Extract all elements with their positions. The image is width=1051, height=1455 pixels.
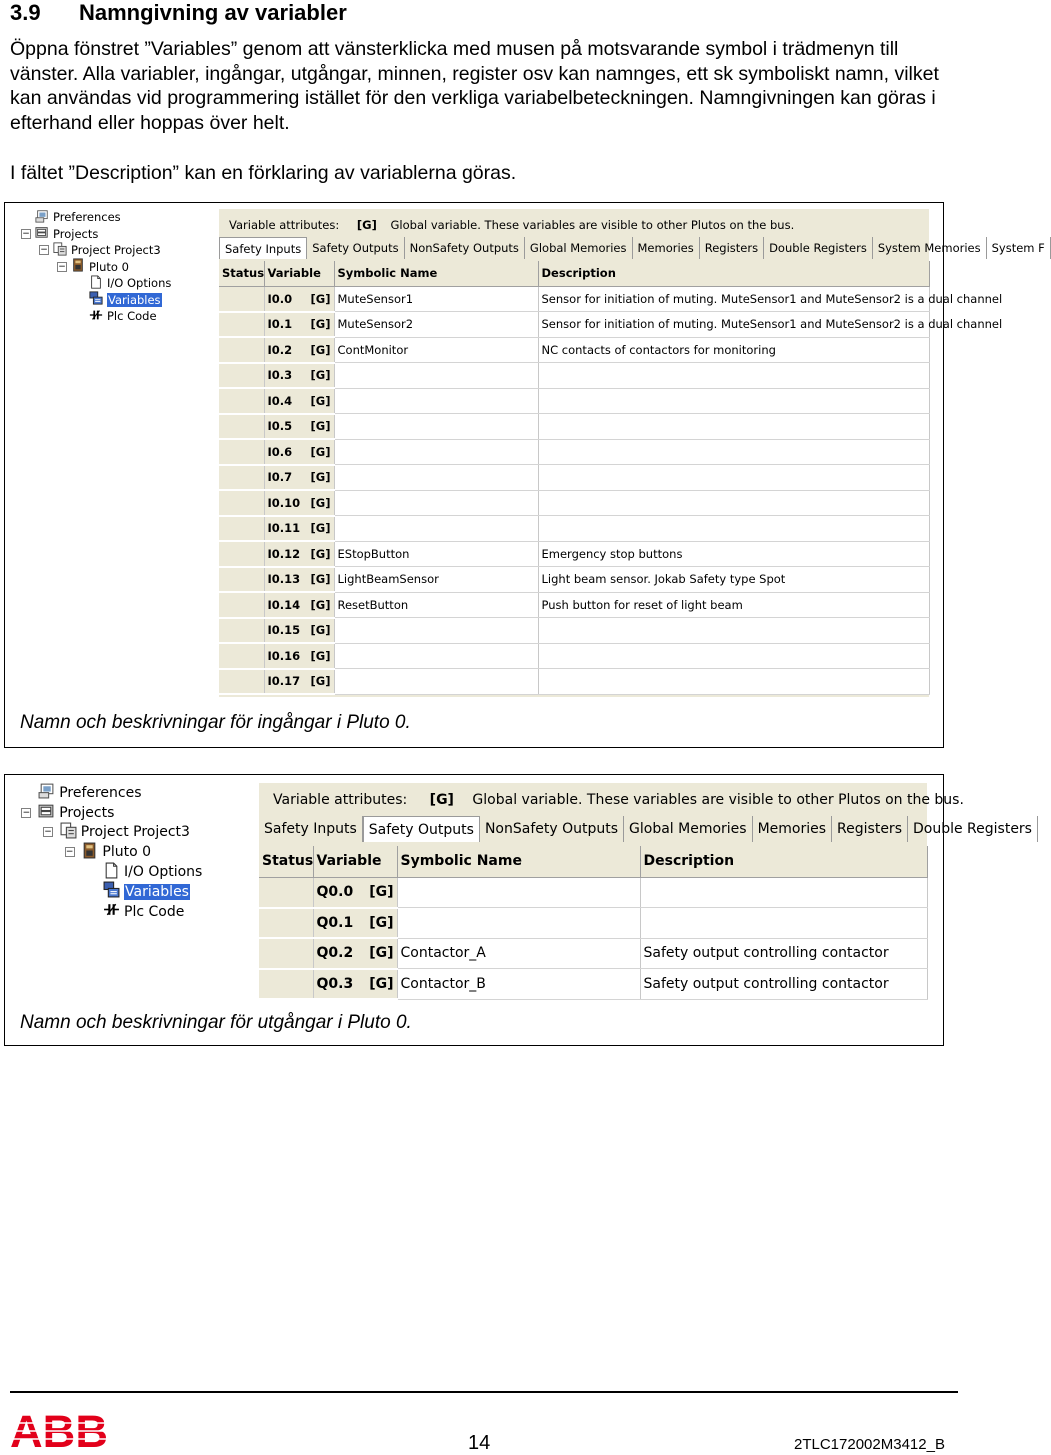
variable-attribute: [G] (310, 623, 331, 638)
footer-rule (10, 1391, 958, 1393)
variable-cell (264, 337, 334, 363)
status-cell (219, 541, 264, 567)
variable-attribute: [G] (310, 546, 331, 561)
status-cell (219, 567, 264, 593)
tree-item-i-o-options[interactable] (103, 862, 202, 882)
variable-cell (264, 388, 334, 414)
table-row[interactable] (219, 567, 929, 593)
variables-panel (219, 209, 1045, 697)
tree-item-label: Plc Code (107, 309, 157, 324)
symbolic-name-cell[interactable] (397, 908, 640, 939)
description-cell[interactable] (538, 465, 929, 491)
symbolic-name-cell[interactable] (334, 490, 538, 516)
description-cell[interactable] (538, 439, 929, 465)
status-cell (219, 312, 264, 338)
symbolic-name-cell[interactable]: Contactor_A (397, 938, 640, 969)
tab-system-f[interactable]: System F (987, 237, 1051, 259)
variable-attribute: [G] (310, 317, 331, 332)
variable-attribute: [G] (310, 342, 331, 357)
variable-id: I0.5 (267, 419, 293, 434)
status-cell (219, 465, 264, 491)
attributes-text: Global variable. These variables are visible to other Plutos on the bus. (390, 218, 795, 232)
document-id: 2TLC172002M3412_B (794, 1436, 945, 1453)
description-paragraph: I fältet ”Description” kan en förklaring av variablerna göras. (10, 162, 517, 184)
variables-table (219, 261, 1003, 695)
tab-system-memories[interactable]: System Memories (873, 237, 987, 259)
symbolic-name-cell[interactable] (334, 618, 538, 644)
variable-id: Q0.2 (316, 945, 354, 962)
variable-id: Q0.0 (316, 884, 354, 900)
variable-cell (264, 541, 334, 567)
table-row[interactable] (259, 908, 927, 939)
tab-double-registers[interactable]: Double Registers (908, 816, 1038, 842)
variable-id: Q0.3 (316, 975, 354, 992)
table-row[interactable] (219, 669, 929, 695)
description-cell[interactable]: NC contacts of contactors for monitoring (538, 337, 929, 363)
table-row[interactable] (259, 877, 927, 908)
status-cell (219, 388, 264, 414)
description-cell[interactable] (538, 618, 929, 644)
tab-nonsafety-outputs[interactable]: NonSafety Outputs (405, 237, 525, 259)
tree-item-label: Project Project3 (71, 243, 161, 258)
symbolic-name-cell[interactable]: MuteSensor2 (334, 312, 538, 338)
symbolic-name-cell[interactable] (334, 465, 538, 491)
variable-attribute: [G] (310, 291, 331, 306)
variable-id: I0.6 (267, 444, 293, 459)
section-number: 3.9 (10, 0, 41, 25)
table-row[interactable] (219, 516, 929, 542)
variable-attribute: [G] (310, 368, 331, 383)
tab-safety-inputs[interactable]: Safety Inputs (259, 816, 363, 842)
description-cell[interactable]: Emergency stop buttons (538, 541, 929, 567)
table-row[interactable] (219, 490, 929, 516)
table-row[interactable] (219, 618, 929, 644)
tree-item-projects[interactable] (22, 803, 115, 823)
tree-item-variables[interactable] (89, 292, 162, 309)
io-icon (103, 862, 120, 883)
description-cell[interactable] (538, 363, 929, 389)
symbolic-name-cell[interactable]: EStopButton (334, 541, 538, 567)
symbolic-name-cell[interactable] (334, 643, 538, 669)
table-row[interactable] (219, 286, 929, 312)
table-row[interactable] (219, 439, 929, 465)
symbolic-name-cell[interactable] (334, 388, 538, 414)
variable-attribute: [G] (369, 975, 394, 992)
variable-attribute: [G] (369, 914, 394, 931)
variable-id: I0.3 (267, 368, 293, 383)
variable-attribute: [G] (310, 444, 331, 459)
variable-cell (264, 516, 334, 542)
variable-id: I0.14 (267, 597, 301, 612)
symbolic-name-cell[interactable] (334, 414, 538, 440)
status-cell (219, 363, 264, 389)
variable-cell (313, 969, 397, 1000)
attributes-code: [G] (429, 792, 454, 808)
description-cell[interactable]: Light beam sensor. Jokab Safety type Spot (538, 567, 929, 593)
description-cell[interactable] (538, 490, 929, 516)
figure-caption: Namn och beskrivningar för ingångar i Pluto 0. (20, 712, 411, 733)
table-row[interactable] (219, 465, 929, 491)
variable-id: I0.15 (267, 623, 301, 638)
symbolic-name-cell[interactable] (334, 669, 538, 695)
status-cell (219, 490, 264, 516)
description-cell[interactable] (538, 669, 929, 695)
variable-cell (313, 938, 397, 969)
status-cell (259, 938, 313, 969)
description-cell[interactable] (640, 877, 927, 908)
variable-cell (313, 908, 397, 939)
projects-icon (35, 225, 49, 242)
symbolic-name-cell[interactable] (397, 877, 640, 908)
tree-item-label: Pluto 0 (102, 844, 152, 861)
variable-cell (264, 286, 334, 312)
variable-id: I0.11 (267, 521, 301, 536)
status-cell (219, 643, 264, 669)
column-symbolic-name[interactable]: Symbolic Name (334, 261, 538, 286)
variable-attribute: [G] (369, 945, 394, 962)
tree-item-pluto-0[interactable] (65, 842, 152, 862)
tab-safety-outputs[interactable]: Safety Outputs (363, 816, 480, 842)
variable-attribute: [G] (310, 419, 331, 434)
project-icon (60, 822, 77, 843)
collapse-icon[interactable]: − (44, 827, 52, 838)
symbolic-name-cell[interactable]: Contactor_B (397, 969, 640, 1000)
description-cell[interactable]: Sensor for initiation of muting. MuteSensor1 and MuteSensor2 is a dual channel (538, 286, 929, 312)
tab-registers[interactable]: Registers (832, 816, 908, 842)
description-cell[interactable]: Safety output controlling contactor (640, 969, 927, 1000)
variable-id: Q0.1 (316, 914, 354, 931)
symbolic-name-cell[interactable] (334, 439, 538, 465)
status-cell (259, 877, 313, 908)
variables-panel (259, 783, 1032, 999)
status-cell (219, 516, 264, 542)
project-icon (53, 242, 67, 259)
variable-cell (264, 669, 334, 695)
tree-item-pluto-0[interactable] (58, 259, 129, 276)
section-title: Namngivning av variabler (79, 0, 347, 25)
variable-attribute: [G] (310, 470, 331, 485)
tab-global-memories[interactable]: Global Memories (624, 816, 753, 842)
variable-cell (264, 312, 334, 338)
tree-item-i-o-options[interactable] (89, 275, 171, 292)
symbolic-name-cell[interactable]: ContMonitor (334, 337, 538, 363)
variable-cell (264, 465, 334, 491)
symbolic-name-cell[interactable] (334, 363, 538, 389)
tab-registers[interactable]: Registers (700, 237, 764, 259)
tree-item-label: Variables (108, 292, 161, 307)
variable-cell (264, 567, 334, 593)
variable-attributes (273, 792, 964, 808)
symbolic-name-cell[interactable]: LightBeamSensor (334, 567, 538, 593)
tree-item-preferences[interactable] (35, 209, 121, 226)
tab-bar (219, 237, 1051, 259)
variable-attributes (229, 218, 794, 232)
variable-cell (264, 592, 334, 618)
attributes-text: Global variable. These variables are visible to other Plutos on the bus. (472, 792, 964, 808)
tab-safety-outputs[interactable]: Safety Outputs (307, 237, 404, 259)
column-description[interactable]: Description (640, 846, 927, 877)
status-cell (219, 337, 264, 363)
projects-icon (38, 802, 55, 823)
tree-item-label: I/O Options (124, 864, 203, 881)
table-row[interactable] (259, 969, 927, 1000)
table-row[interactable] (259, 938, 927, 969)
tree-item-projects[interactable] (22, 226, 99, 243)
tab-nonsafety-outputs[interactable]: NonSafety Outputs (480, 816, 624, 842)
column-symbolic-name[interactable]: Symbolic Name (397, 846, 640, 877)
tree-item-variables[interactable] (103, 882, 190, 902)
variable-id: I0.16 (267, 648, 301, 663)
variable-attribute: [G] (369, 884, 394, 900)
variable-attribute: [G] (310, 572, 331, 587)
tree-item-label: Variables (125, 883, 189, 900)
preferences-icon (38, 782, 55, 803)
variable-id: I0.17 (267, 674, 301, 689)
status-cell (219, 669, 264, 695)
variable-id: I0.1 (267, 317, 293, 332)
symbolic-name-cell[interactable]: ResetButton (334, 592, 538, 618)
table-row[interactable] (219, 414, 929, 440)
tree-item-project-project3[interactable] (44, 823, 190, 843)
tree-item-plc-code[interactable] (103, 902, 184, 922)
symbolic-name-cell[interactable] (334, 516, 538, 542)
status-cell (219, 618, 264, 644)
tree-item-label: Project Project3 (80, 824, 190, 841)
column-variable[interactable]: Variable (264, 261, 334, 286)
table-row[interactable] (219, 643, 929, 669)
preferences-icon (35, 209, 49, 226)
tree-item-label: Projects (53, 226, 99, 241)
tree-item-label: Pluto 0 (89, 259, 129, 274)
status-cell (219, 439, 264, 465)
tree-item-plc-code[interactable] (89, 308, 157, 325)
variable-cell (264, 643, 334, 669)
variable-attribute: [G] (310, 521, 331, 536)
table-row[interactable] (219, 388, 929, 414)
intro-paragraph: Öppna fönstret ”Variables” genom att vänsterklicka med musen på motsvarande symbol i trädmenyn till vänster. Alla variabler, ingångar, utgångar, minnen, register osv kan namnges, ett sk symboliskt namn, vilket kan användas vid programmering istället för den verkliga variabelbeteckningen. Namngivningen kan göras i efterhand eller hoppas över helt. (10, 38, 939, 134)
variable-id: I0.4 (267, 393, 293, 408)
collapse-icon[interactable]: − (65, 847, 74, 858)
description-cell[interactable] (538, 388, 929, 414)
tab-global-memories[interactable]: Global Memories (525, 237, 633, 259)
io-icon (89, 275, 103, 292)
description-cell[interactable]: Push button for reset of light beam (538, 592, 929, 618)
table-row[interactable] (219, 337, 929, 363)
description-cell[interactable] (538, 516, 929, 542)
collapse-icon[interactable]: − (22, 807, 31, 818)
tree-item-project-project3[interactable] (40, 242, 161, 259)
variable-id: I0.2 (267, 342, 293, 357)
collapse-icon[interactable]: − (22, 228, 30, 239)
tab-memories[interactable]: Memories (633, 237, 700, 259)
table-row[interactable] (219, 312, 929, 338)
variables-icon (89, 291, 103, 308)
column-status[interactable]: Status (219, 261, 264, 286)
column-variable[interactable]: Variable (313, 846, 397, 877)
table-row[interactable] (219, 541, 929, 567)
variable-id: I0.12 (267, 546, 301, 561)
svg-text:ABB: ABB (10, 1406, 109, 1455)
tree-item-label: Projects (59, 804, 115, 821)
description-cell[interactable]: Sensor for initiation of muting. MuteSensor1 and MuteSensor2 is a dual channel (538, 312, 929, 338)
variable-id: I0.10 (267, 495, 301, 510)
pluto-icon (81, 842, 98, 863)
tree-item-label: Preferences (53, 210, 121, 225)
variable-id: I0.0 (267, 291, 293, 306)
attributes-label: Variable attributes: (273, 792, 408, 808)
variable-cell (264, 618, 334, 644)
table-row[interactable] (219, 592, 929, 618)
section-heading (10, 0, 347, 26)
figure-caption: Namn och beskrivningar för utgångar i Pluto 0. (20, 1012, 412, 1033)
variable-cell (264, 439, 334, 465)
tab-safety-inputs[interactable]: Safety Inputs (219, 237, 307, 259)
column-status[interactable]: Status (259, 846, 313, 877)
collapse-icon[interactable]: − (58, 261, 66, 272)
status-cell (259, 908, 313, 939)
description-cell[interactable] (538, 414, 929, 440)
tree-item-preferences[interactable] (38, 783, 141, 803)
attributes-label: Variable attributes: (229, 218, 340, 232)
variable-id: I0.7 (267, 470, 293, 485)
figure-outputs (4, 774, 1032, 1046)
figure-inputs (4, 202, 1045, 748)
variables-icon (103, 881, 120, 902)
variable-attribute: [G] (310, 393, 331, 408)
variable-attribute: [G] (310, 597, 331, 612)
variable-cell (264, 414, 334, 440)
tree-item-label: Preferences (59, 784, 142, 801)
column-description[interactable]: Description (538, 261, 929, 286)
status-cell (219, 592, 264, 618)
tree-menu (19, 209, 209, 334)
status-cell (259, 969, 313, 1000)
page-number: 14 (468, 1432, 491, 1454)
symbolic-name-cell[interactable]: MuteSensor1 (334, 286, 538, 312)
pluto-icon (71, 258, 85, 275)
table-row[interactable] (219, 363, 929, 389)
variable-attribute: [G] (310, 495, 331, 510)
variable-attribute: [G] (310, 648, 331, 663)
tab-double-registers[interactable]: Double Registers (764, 237, 873, 259)
variable-cell (264, 363, 334, 389)
collapse-icon[interactable]: − (40, 245, 48, 256)
status-cell (219, 286, 264, 312)
variable-id: I0.13 (267, 572, 301, 587)
abb-logo (10, 1406, 110, 1455)
tree-item-label: Plc Code (124, 903, 185, 920)
description-cell[interactable] (640, 908, 927, 939)
tree-menu (19, 783, 247, 933)
attributes-code: [G] (356, 218, 377, 232)
status-cell (219, 414, 264, 440)
plc-icon (103, 901, 120, 922)
variable-cell (313, 877, 397, 908)
description-cell[interactable]: Safety output controlling contactor (640, 938, 927, 969)
variable-cell (264, 490, 334, 516)
tab-bar (259, 816, 1038, 842)
variable-attribute: [G] (310, 674, 331, 689)
description-cell[interactable] (538, 643, 929, 669)
plc-icon (89, 308, 103, 325)
tree-item-label: I/O Options (107, 276, 172, 291)
variables-table (259, 846, 928, 1000)
tab-memories[interactable]: Memories (753, 816, 832, 842)
